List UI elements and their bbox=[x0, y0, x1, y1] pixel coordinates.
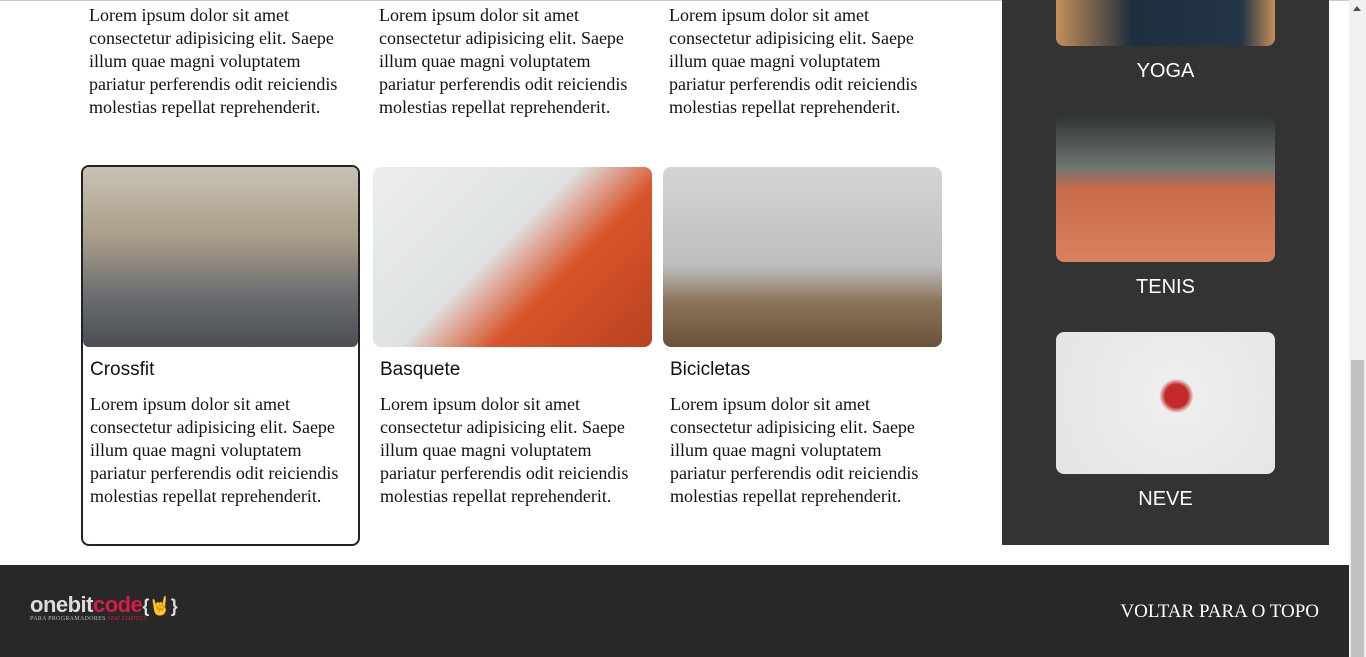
sidebar-item-tenis[interactable] bbox=[1056, 116, 1275, 299]
logo-tagline-accent: SEM LIMITES bbox=[107, 616, 147, 622]
card-bicicletas[interactable] bbox=[663, 167, 942, 508]
crossfit-image bbox=[83, 167, 358, 347]
sidebar bbox=[1002, 0, 1329, 545]
sidebar-label: TENIS bbox=[1136, 276, 1195, 298]
sidebar-item-neve[interactable] bbox=[1056, 332, 1275, 511]
card-text: Lorem ipsum dolor sit amet consectetur adipisicing elit. Saepe illum quae magni voluptatem pariatur perferendis odit reiciendis molestias repellat reprehenderit. bbox=[669, 5, 918, 117]
logo-tagline: PARA PROGRAMADORES bbox=[30, 616, 106, 622]
card-title: Basquete bbox=[380, 359, 461, 380]
neve-image bbox=[1056, 332, 1275, 474]
sidebar-label: NEVE bbox=[1138, 488, 1193, 510]
back-to-top-link[interactable]: VOLTAR PARA O TOPO bbox=[1120, 601, 1319, 622]
card-text: Lorem ipsum dolor sit amet consectetur adipisicing elit. Saepe illum quae magni voluptatem pariatur perferendis odit reiciendis molestias repellat reprehenderit. bbox=[380, 394, 629, 506]
card-text: Lorem ipsum dolor sit amet consectetur adipisicing elit. Saepe illum quae magni voluptatem pariatur perferendis odit reiciendis molestias repellat reprehenderit. bbox=[670, 394, 919, 506]
scrollbar[interactable] bbox=[1349, 0, 1366, 657]
logo-brace-icon: {🤘} bbox=[142, 596, 178, 616]
bicicletas-image bbox=[663, 167, 942, 347]
card-title: Bicicletas bbox=[670, 359, 751, 380]
card-basquete[interactable] bbox=[373, 167, 652, 508]
card-crossfit[interactable] bbox=[81, 165, 360, 546]
sidebar-label: YOGA bbox=[1136, 60, 1195, 82]
footer bbox=[0, 565, 1349, 657]
sidebar-item-yoga[interactable] bbox=[1056, 0, 1275, 83]
onebitcode-logo[interactable] bbox=[30, 592, 177, 622]
logo-text: onebit bbox=[30, 592, 93, 617]
card-text: Lorem ipsum dolor sit amet consectetur adipisicing elit. Saepe illum quae magni voluptatem pariatur perferendis odit reiciendis molestias repellat reprehenderit. bbox=[379, 5, 628, 117]
card-text: Lorem ipsum dolor sit amet consectetur adipisicing elit. Saepe illum quae magni voluptatem pariatur perferendis odit reiciendis molestias repellat reprehenderit. bbox=[90, 394, 339, 506]
card-title: Crossfit bbox=[90, 359, 155, 380]
logo-text-accent: code bbox=[93, 592, 143, 617]
scrollbar-thumb[interactable] bbox=[1351, 360, 1364, 657]
scroll-up-arrow-icon[interactable] bbox=[1353, 6, 1361, 11]
tenis-image bbox=[1056, 116, 1275, 262]
basquete-image bbox=[373, 167, 652, 347]
yoga-image bbox=[1056, 0, 1275, 46]
card-text: Lorem ipsum dolor sit amet consectetur adipisicing elit. Saepe illum quae magni voluptatem pariatur perferendis odit reiciendis molestias repellat reprehenderit. bbox=[89, 5, 338, 117]
